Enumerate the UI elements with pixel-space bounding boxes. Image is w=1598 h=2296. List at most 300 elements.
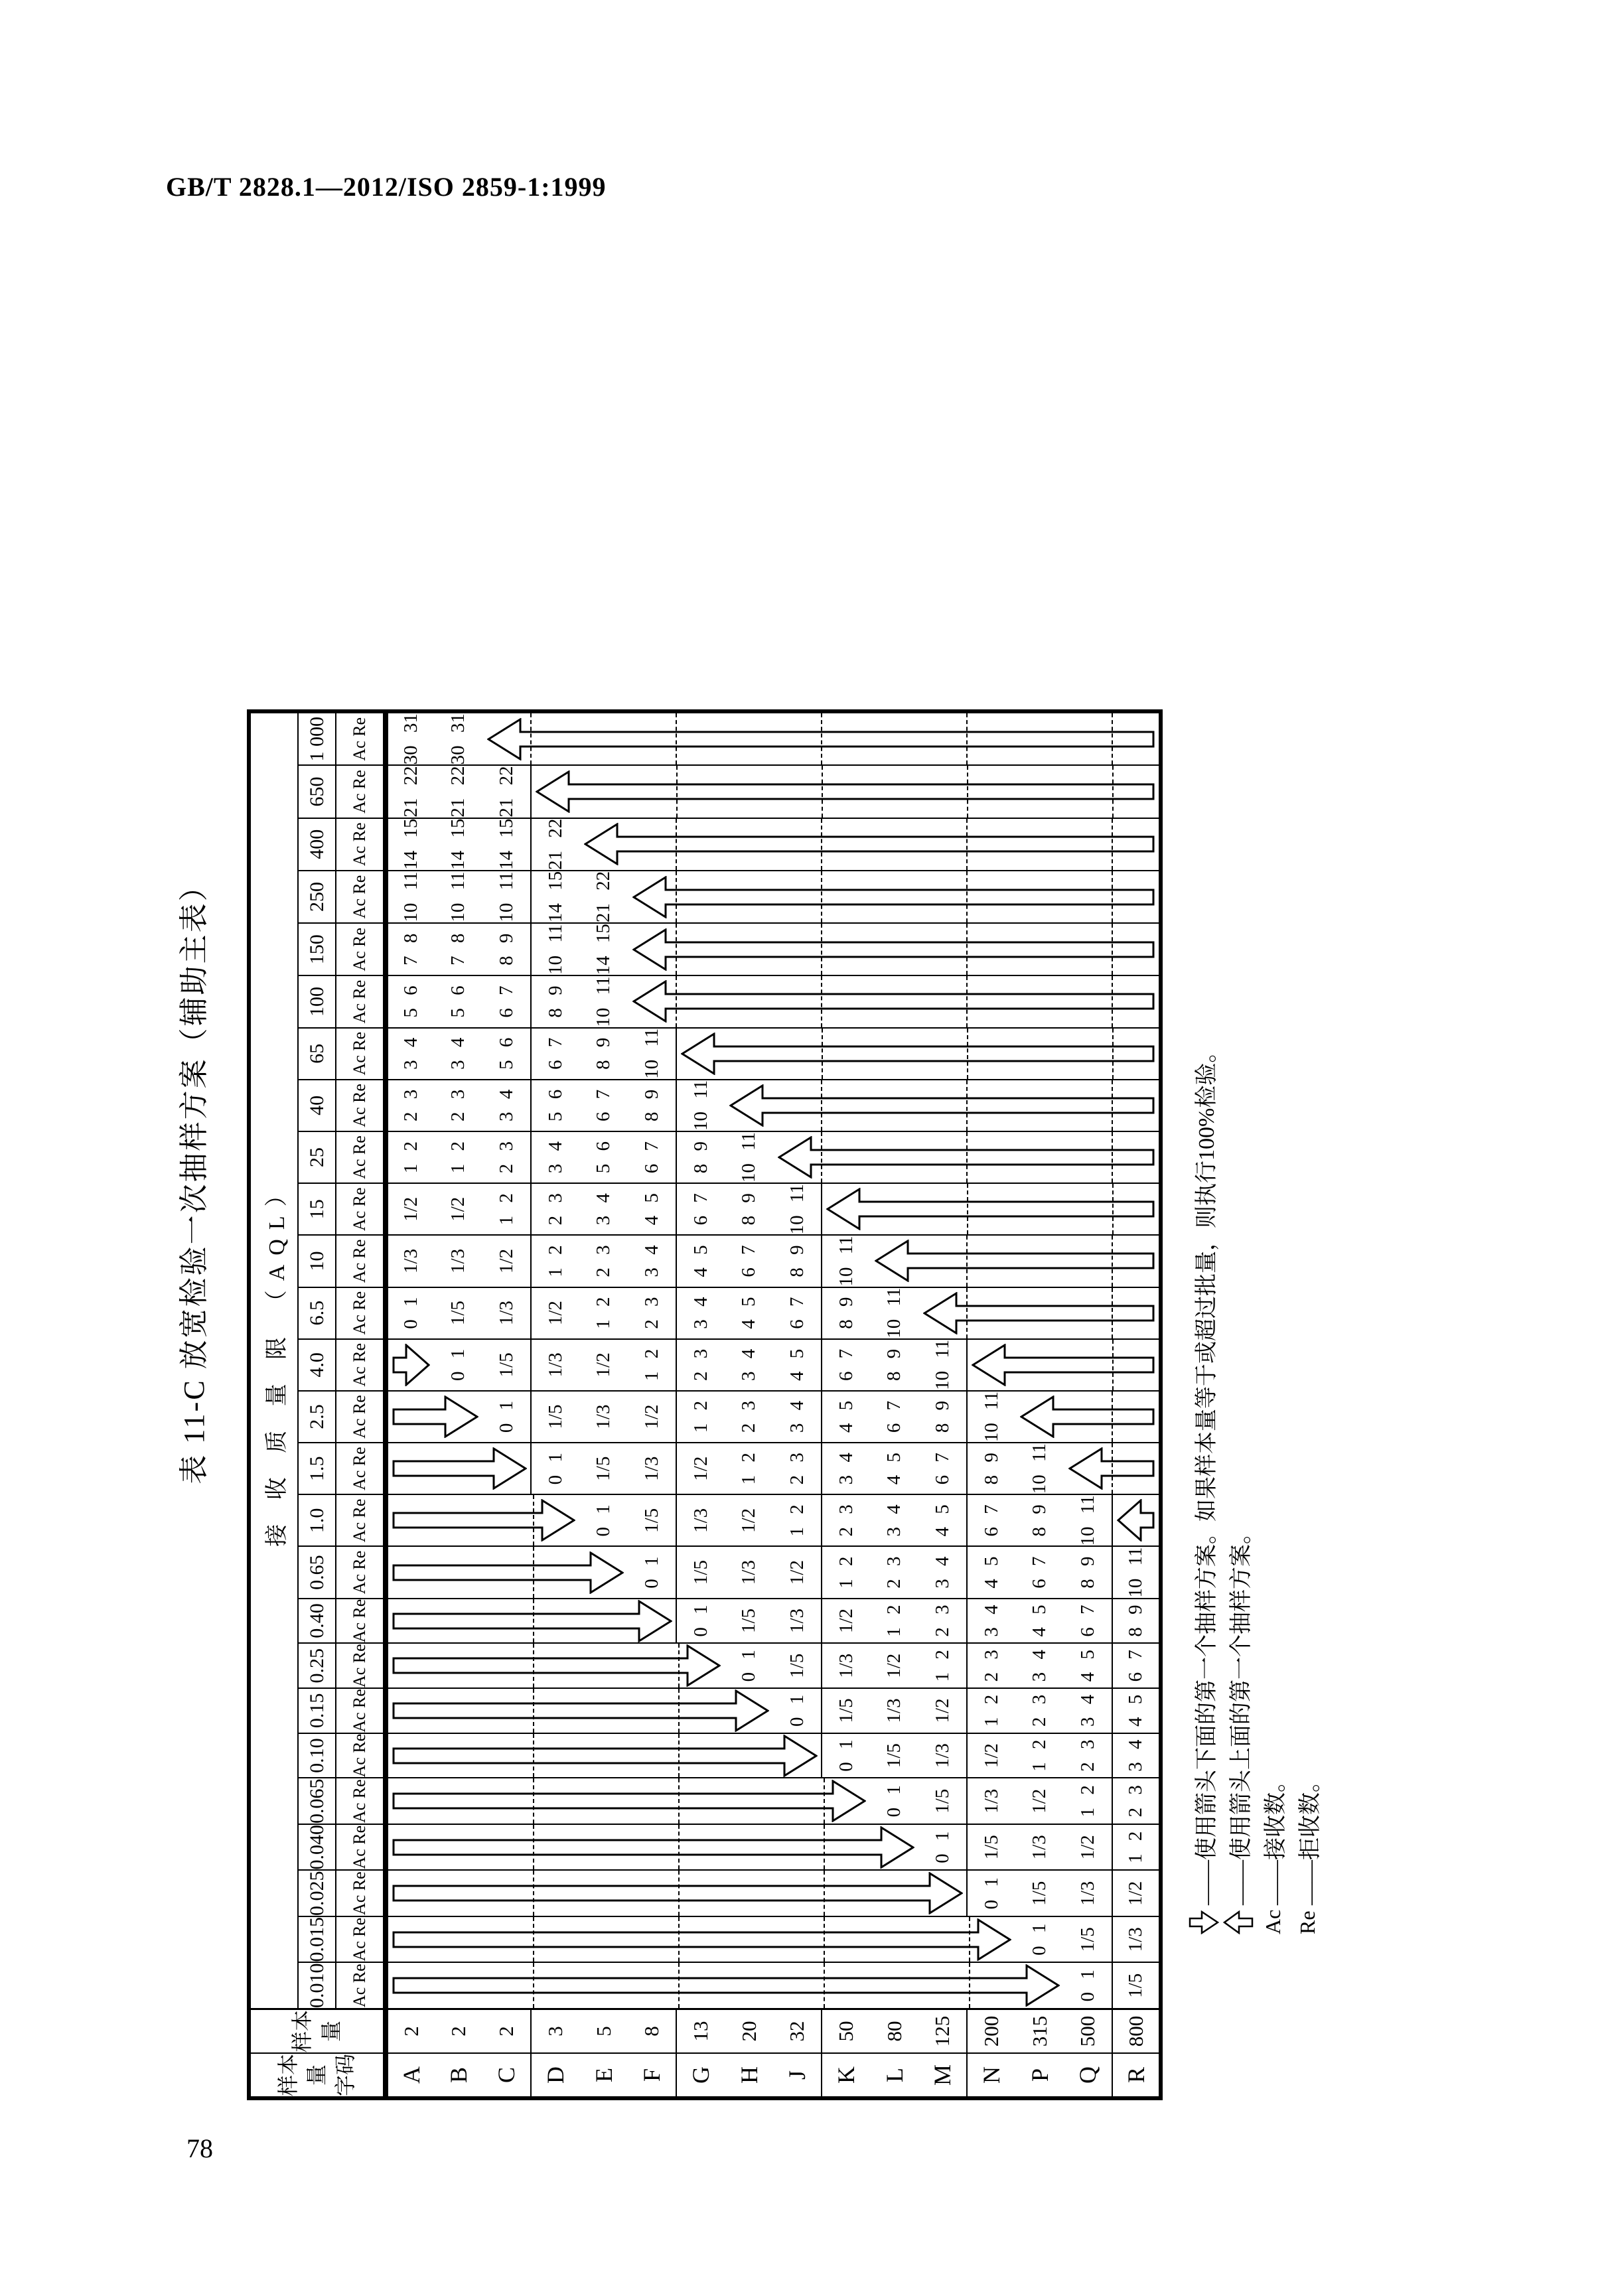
- code-letter-cell: Q: [1064, 2053, 1112, 2098]
- plan-value-cell: 1/3: [1064, 1870, 1112, 1916]
- plan-value-cell: 1/2: [918, 1688, 967, 1733]
- plan-value-cell: 1/3: [482, 1287, 531, 1339]
- plan-value-cell: 3 4: [918, 1546, 967, 1598]
- plan-value-cell: 1/5: [773, 1643, 822, 1688]
- aql-label-cell: 0.010: [298, 1962, 336, 2009]
- plan-value-cell: 1 2: [773, 1494, 822, 1546]
- ac-re-header-cell: Ac Re: [336, 1870, 386, 1916]
- aql-label-cell: 0.65: [298, 1546, 336, 1598]
- plan-value-cell: 5 6: [434, 975, 482, 1027]
- use-plan-above-arrow-icon: [632, 981, 1155, 1023]
- arrow-span-cell: [967, 1339, 1161, 1391]
- plan-value-cell: 0 1: [1064, 1962, 1112, 2009]
- sample-size-cell: 2: [434, 2009, 482, 2053]
- group-divider-dash: [530, 713, 532, 764]
- plan-value-cell: 4 5: [1015, 1599, 1064, 1644]
- arrow-span-cell: [725, 1080, 1161, 1131]
- plan-value-cell: 2 3: [1015, 1688, 1064, 1733]
- plan-value-cell: 3 4: [628, 1235, 676, 1287]
- arrow-span-cell: [386, 1443, 531, 1494]
- plan-value-cell: 10 11: [918, 1339, 967, 1391]
- group-divider-dash: [533, 1689, 534, 1733]
- group-divider-dash: [676, 713, 677, 764]
- plan-value-cell: 1/5: [676, 1546, 725, 1598]
- group-divider-dash: [824, 1825, 825, 1870]
- plan-value-cell: 3 4: [531, 1131, 579, 1183]
- use-plan-above-arrow-icon: [923, 1292, 1155, 1334]
- group-divider-dash: [533, 1917, 534, 1962]
- arrow-span-cell: [386, 1916, 1015, 1963]
- plan-value-cell: 1/3: [434, 1235, 482, 1287]
- group-divider-dash: [533, 1495, 534, 1545]
- arrow-span-cell: [386, 1870, 967, 1916]
- aql-label-cell: 1 000: [298, 711, 336, 765]
- plan-value-cell: 21 22: [386, 765, 434, 818]
- plan-value-cell: 1 2: [822, 1546, 870, 1598]
- aql-label-cell: 4.0: [298, 1339, 336, 1391]
- ac-re-header-cell: Ac Re: [336, 1599, 386, 1644]
- table-title: 表 11-C 放宽检验一次抽样方案（辅助主表）: [178, 870, 210, 1484]
- plan-value-cell: 1 2: [967, 1688, 1015, 1733]
- arrow-span-cell: [386, 1339, 434, 1391]
- plan-value-cell: 8 9: [967, 1443, 1015, 1494]
- code-letter-cell: G: [676, 2053, 725, 2098]
- plan-value-cell: 0 1: [1015, 1916, 1064, 1963]
- arrow-span-cell: [628, 923, 1161, 975]
- group-divider-dash: [967, 1029, 968, 1079]
- plan-value-cell: 3 4: [579, 1183, 628, 1235]
- sample-size-cell: 8: [628, 2009, 676, 2053]
- plan-value-cell: 4 5: [822, 1391, 870, 1443]
- plan-value-cell: 1 2: [1015, 1733, 1064, 1778]
- corner-header-code-letter: 样本 量 字码: [249, 2053, 386, 2098]
- plan-value-cell: 0 1: [870, 1778, 918, 1824]
- plan-value-cell: 1/3: [967, 1778, 1015, 1824]
- plan-value-cell: 10 11: [434, 871, 482, 923]
- ac-re-header-cell: Ac Re: [336, 711, 386, 765]
- plan-value-cell: 8 9: [773, 1235, 822, 1287]
- plan-value-cell: 7 8: [434, 923, 482, 975]
- plan-value-cell: 3 4: [434, 1028, 482, 1080]
- plan-value-cell: 6 7: [1015, 1546, 1064, 1598]
- plan-value-cell: 2 3: [870, 1546, 918, 1598]
- aql-label-cell: 1.5: [298, 1443, 336, 1494]
- use-plan-below-arrow-icon: [392, 1964, 1060, 2007]
- plan-value-cell: 8 9: [579, 1028, 628, 1080]
- arrow-span-cell: [386, 1643, 725, 1688]
- use-plan-below-arrow-icon: [392, 1826, 914, 1869]
- sampling-plan-table: [247, 709, 1163, 2100]
- plan-value-cell: 6 7: [870, 1391, 918, 1443]
- plan-value-cell: 1/5: [1112, 1962, 1161, 2009]
- group-divider-dash: [821, 713, 822, 764]
- plan-value-cell: 1/5: [482, 1339, 531, 1391]
- use-plan-above-arrow-icon: [584, 823, 1155, 865]
- plan-value-cell: 6 7: [725, 1235, 773, 1287]
- ac-re-header-cell: Ac Re: [336, 1287, 386, 1339]
- legend-symbol: Ac: [1260, 1909, 1285, 1934]
- plan-value-cell: 1/3: [1015, 1824, 1064, 1871]
- plan-value-cell: 3 4: [967, 1599, 1015, 1644]
- plan-value-cell: 6 7: [628, 1131, 676, 1183]
- arrow-span-cell: [918, 1287, 1161, 1339]
- plan-value-cell: 0 1: [531, 1443, 579, 1494]
- plan-value-cell: 2 3: [967, 1643, 1015, 1688]
- arrow-span-cell: [870, 1235, 1161, 1287]
- group-divider-dash: [966, 713, 968, 764]
- legend-symbol: [1189, 1905, 1219, 1934]
- group-divider-dash: [822, 1029, 823, 1079]
- code-letter-cell: A: [386, 2053, 434, 2098]
- use-plan-above-arrow-icon: [972, 1344, 1155, 1386]
- plan-value-cell: 1/2: [1064, 1824, 1112, 1871]
- plan-value-cell: 1 2: [628, 1339, 676, 1391]
- ac-re-header-cell: Ac Re: [336, 1916, 386, 1963]
- group-divider-dash: [533, 1547, 534, 1597]
- group-divider-dash: [821, 924, 822, 975]
- use-plan-above-arrow-icon: [632, 876, 1155, 918]
- plan-value-cell: 1 2: [725, 1443, 773, 1494]
- standard-number-header: GB/T 2828.1—2012/ISO 2859-1:1999: [166, 172, 607, 202]
- plan-value-cell: 10 11: [870, 1287, 918, 1339]
- group-divider-dash: [678, 1825, 680, 1870]
- plan-value-cell: 8 9: [1064, 1546, 1112, 1598]
- plan-value-cell: 0 1: [676, 1599, 725, 1644]
- use-plan-below-arrow-icon: [392, 1600, 672, 1642]
- group-divider-dash: [969, 1963, 970, 2008]
- aql-band-header: 接 收 质 量 限 （AQL）: [249, 711, 298, 2009]
- plan-value-cell: 0 1: [967, 1870, 1015, 1916]
- ac-re-header-cell: Ac Re: [336, 1962, 386, 2009]
- plan-value-cell: 10 11: [531, 923, 579, 975]
- arrow-span-cell: [822, 1183, 1161, 1235]
- plan-value-cell: 4 5: [676, 1235, 725, 1287]
- arrow-span-cell: [386, 1546, 628, 1598]
- plan-value-cell: 8 9: [482, 923, 531, 975]
- plan-value-cell: 14 15: [434, 818, 482, 871]
- code-letter-cell: C: [482, 2053, 531, 2098]
- group-divider-dash: [1112, 1080, 1113, 1131]
- legend-text: ——拒收数。: [1297, 1770, 1323, 1905]
- code-letter-cell: F: [628, 2053, 676, 2098]
- plan-value-cell: 1/2: [434, 1183, 482, 1235]
- plan-value-cell: 6 7: [1064, 1599, 1112, 1644]
- use-plan-above-arrow-icon: [536, 770, 1155, 813]
- aql-label-cell: 150: [298, 923, 336, 975]
- code-letter-cell: N: [967, 2053, 1015, 2098]
- aql-label-cell: 10: [298, 1235, 336, 1287]
- plan-value-cell: 1/5: [579, 1443, 628, 1494]
- sample-size-cell: 315: [1015, 2009, 1064, 2053]
- ac-re-header-cell: Ac Re: [336, 1235, 386, 1287]
- plan-value-cell: 14 15: [482, 818, 531, 871]
- aql-label-cell: 0.15: [298, 1688, 336, 1733]
- aql-label-cell: 0.065: [298, 1778, 336, 1824]
- plan-value-cell: 14 15: [579, 923, 628, 975]
- group-divider-dash: [533, 1599, 534, 1643]
- sample-size-cell: 5: [579, 2009, 628, 2053]
- arrow-span-cell: [482, 711, 1161, 765]
- plan-value-cell: 2 3: [822, 1494, 870, 1546]
- plan-value-cell: 10 11: [676, 1080, 725, 1131]
- group-divider-dash: [1112, 1288, 1113, 1338]
- plan-value-cell: 8 9: [918, 1391, 967, 1443]
- group-divider-dash: [678, 1917, 680, 1962]
- group-divider-dash: [1112, 766, 1114, 817]
- ac-re-header-cell: Ac Re: [336, 1443, 386, 1494]
- plan-value-cell: 10 11: [822, 1235, 870, 1287]
- plan-value-cell: 6 7: [579, 1080, 628, 1131]
- group-divider-dash: [821, 1080, 822, 1131]
- page-number: 78: [186, 2133, 213, 2163]
- sample-size-cell: 800: [1112, 2009, 1161, 2053]
- aql-label-cell: 0.10: [298, 1733, 336, 1778]
- aql-label-cell: 2.5: [298, 1391, 336, 1443]
- ac-re-header-cell: Ac Re: [336, 871, 386, 923]
- ac-re-header-cell: Ac Re: [336, 818, 386, 871]
- group-divider-dash: [678, 1778, 680, 1824]
- plan-value-cell: 8 9: [1015, 1494, 1064, 1546]
- ac-re-header-cell: Ac Re: [336, 923, 386, 975]
- group-divider-dash: [533, 1871, 534, 1916]
- group-divider-dash: [822, 766, 823, 817]
- plan-value-cell: 1/3: [773, 1599, 822, 1644]
- code-letter-cell: P: [1015, 2053, 1064, 2098]
- plan-value-cell: 6 7: [918, 1443, 967, 1494]
- legend-line-4: [1290, 1040, 1325, 1934]
- group-divider-dash: [533, 1963, 534, 2008]
- plan-value-cell: 8 9: [870, 1339, 918, 1391]
- plan-value-cell: 4 5: [773, 1339, 822, 1391]
- aql-label-cell: 0.015: [298, 1916, 336, 1963]
- plan-value-cell: 0 1: [434, 1339, 482, 1391]
- group-divider-dash: [676, 976, 677, 1027]
- legend-line-3: [1256, 1040, 1290, 1934]
- table-legend: [1187, 1040, 1325, 1934]
- plan-value-cell: 1/3: [628, 1443, 676, 1494]
- plan-value-cell: 4 5: [967, 1546, 1015, 1598]
- ac-re-header-cell: Ac Re: [336, 1778, 386, 1824]
- group-divider-dash: [676, 871, 677, 922]
- group-divider-dash: [821, 871, 822, 922]
- group-divider-dash: [966, 1080, 968, 1131]
- plan-value-cell: 1/5: [870, 1733, 918, 1778]
- plan-value-cell: 21 22: [531, 818, 579, 871]
- sample-size-cell: 50: [822, 2009, 870, 2053]
- plan-value-cell: 2 3: [482, 1131, 531, 1183]
- plan-value-cell: 10 11: [1064, 1494, 1112, 1546]
- plan-value-cell: 1 2: [1064, 1778, 1112, 1824]
- plan-value-cell: 1/5: [1015, 1870, 1064, 1916]
- use-plan-below-arrow-icon: [392, 1644, 721, 1687]
- plan-value-cell: 3 4: [386, 1028, 434, 1080]
- legend-symbol: Re: [1295, 1910, 1319, 1934]
- plan-value-cell: 8 9: [822, 1287, 870, 1339]
- sample-size-cell: 80: [870, 2009, 918, 2053]
- plan-value-cell: 0 1: [482, 1391, 531, 1443]
- sample-size-cell: 20: [725, 2009, 773, 2053]
- plan-value-cell: 1/5: [628, 1494, 676, 1546]
- sampling-table-container: [247, 709, 1163, 2100]
- plan-value-cell: 21 22: [579, 871, 628, 923]
- plan-value-cell: 21 22: [482, 765, 531, 818]
- ac-re-header-cell: Ac Re: [336, 1643, 386, 1688]
- arrow-span-cell: [628, 871, 1161, 923]
- use-plan-below-arrow-icon: [392, 1499, 575, 1542]
- arrow-span-cell: [386, 1599, 676, 1644]
- use-plan-below-arrow-icon: [392, 1551, 624, 1594]
- plan-value-cell: 4 5: [918, 1494, 967, 1546]
- group-divider-dash: [1112, 1443, 1113, 1494]
- plan-value-cell: 1/2: [870, 1643, 918, 1688]
- plan-value-cell: 6 7: [967, 1494, 1015, 1546]
- use-plan-above-arrow-icon: [632, 928, 1155, 971]
- plan-value-cell: 0 1: [579, 1494, 628, 1546]
- plan-value-cell: 1/3: [725, 1546, 773, 1598]
- plan-value-cell: 8 9: [676, 1131, 725, 1183]
- code-letter-cell: R: [1112, 2053, 1161, 2098]
- plan-value-cell: 10 11: [386, 871, 434, 923]
- plan-value-cell: 2 3: [676, 1339, 725, 1391]
- plan-value-cell: 3 4: [725, 1339, 773, 1391]
- down-arrow-icon: [1189, 1910, 1219, 1934]
- plan-value-cell: 8 9: [531, 975, 579, 1027]
- ac-re-header-cell: Ac Re: [336, 1183, 386, 1235]
- aql-label-cell: 650: [298, 765, 336, 818]
- aql-label-cell: 400: [298, 818, 336, 871]
- ac-re-header-cell: Ac Re: [336, 1131, 386, 1183]
- plan-value-cell: 7 8: [386, 923, 434, 975]
- aql-label-cell: 0.025: [298, 1870, 336, 1916]
- plan-value-cell: 1/2: [822, 1599, 870, 1644]
- aql-label-cell: 25: [298, 1131, 336, 1183]
- group-divider-dash: [967, 766, 968, 817]
- plan-value-cell: 1 2: [531, 1235, 579, 1287]
- plan-value-cell: 1/3: [386, 1235, 434, 1287]
- plan-value-cell: 14 15: [531, 871, 579, 923]
- group-divider-dash: [533, 1825, 534, 1870]
- plan-value-cell: 1/3: [918, 1733, 967, 1778]
- group-divider-dash: [1112, 1340, 1114, 1390]
- plan-value-cell: 1/3: [822, 1643, 870, 1688]
- use-plan-below-arrow-icon: [392, 1872, 963, 1914]
- legend-text: ——使用箭头上面的第一个抽样方案。: [1228, 1522, 1254, 1905]
- plan-value-cell: 8 9: [1112, 1599, 1161, 1644]
- plan-value-cell: 5 6: [579, 1131, 628, 1183]
- legend-text: ——使用箭头下面的第一个抽样方案。如果样本量等于或超过批量，则执行100%检验。: [1194, 1040, 1219, 1905]
- ac-re-header-cell: Ac Re: [336, 1339, 386, 1391]
- plan-value-cell: 1/5: [967, 1824, 1015, 1871]
- group-divider-dash: [533, 1734, 534, 1778]
- group-divider-dash: [966, 819, 968, 870]
- group-divider-dash: [821, 819, 822, 870]
- plan-value-cell: 6 7: [482, 975, 531, 1027]
- plan-value-cell: 1/2: [1015, 1778, 1064, 1824]
- arrow-span-cell: [676, 1028, 1161, 1080]
- plan-value-cell: 4 5: [725, 1287, 773, 1339]
- plan-value-cell: 10 11: [628, 1028, 676, 1080]
- plan-value-cell: 1/3: [676, 1494, 725, 1546]
- code-letter-cell: H: [725, 2053, 773, 2098]
- plan-value-cell: 1/2: [579, 1339, 628, 1391]
- group-divider-dash: [1112, 924, 1113, 975]
- plan-value-cell: 1/5: [918, 1778, 967, 1824]
- plan-value-cell: 5 6: [386, 975, 434, 1027]
- arrow-span-cell: [628, 975, 1161, 1027]
- plan-value-cell: 10 11: [773, 1183, 822, 1235]
- use-plan-below-arrow-icon: [392, 1447, 527, 1490]
- group-divider-dash: [1112, 713, 1113, 764]
- group-divider-dash: [966, 1132, 968, 1183]
- group-divider-dash: [1112, 1132, 1113, 1183]
- code-letter-cell: B: [434, 2053, 482, 2098]
- plan-value-cell: 1/5: [1064, 1916, 1112, 1963]
- plan-value-cell: 1/2: [386, 1183, 434, 1235]
- use-plan-above-arrow-icon: [1020, 1396, 1155, 1438]
- plan-value-cell: 1/5: [434, 1287, 482, 1339]
- up-arrow-icon: [1223, 1910, 1254, 1934]
- use-plan-below-arrow-icon: [392, 1689, 769, 1732]
- aql-label-cell: 0.040: [298, 1824, 336, 1871]
- ac-re-header-cell: Ac Re: [336, 975, 386, 1027]
- plan-value-cell: 3 4: [1112, 1733, 1161, 1778]
- group-divider-dash: [1112, 1184, 1114, 1234]
- group-divider-dash: [1112, 1029, 1114, 1079]
- plan-value-cell: 1 2: [676, 1391, 725, 1443]
- code-letter-cell: L: [870, 2053, 918, 2098]
- plan-value-cell: 0 1: [918, 1824, 967, 1871]
- plan-value-cell: 1 2: [434, 1131, 482, 1183]
- group-divider-dash: [678, 1644, 680, 1687]
- plan-value-cell: 0 1: [725, 1643, 773, 1688]
- plan-value-cell: 1 2: [579, 1287, 628, 1339]
- sample-size-cell: 200: [967, 2009, 1015, 2053]
- group-divider-dash: [1112, 819, 1113, 870]
- plan-value-cell: 1/2: [628, 1391, 676, 1443]
- ac-re-header-cell: Ac Re: [336, 1546, 386, 1598]
- sample-size-cell: 13: [676, 2009, 725, 2053]
- use-plan-below-arrow-icon: [392, 1780, 866, 1822]
- group-divider-dash: [966, 1236, 968, 1286]
- code-letter-cell: K: [822, 2053, 870, 2098]
- plan-value-cell: 0 1: [386, 1287, 434, 1339]
- plan-value-cell: 2 3: [1112, 1778, 1161, 1824]
- plan-value-cell: 30 31: [386, 711, 434, 765]
- group-divider-dash: [1112, 976, 1113, 1027]
- group-divider-dash: [824, 1963, 825, 2008]
- sample-size-cell: 2: [482, 2009, 531, 2053]
- plan-value-cell: 3 4: [676, 1287, 725, 1339]
- plan-value-cell: 1/3: [1112, 1916, 1161, 1963]
- ac-re-header-cell: Ac Re: [336, 1824, 386, 1871]
- group-divider-dash: [678, 1689, 680, 1733]
- plan-value-cell: 5 6: [482, 1028, 531, 1080]
- ac-re-header-cell: Ac Re: [336, 1688, 386, 1733]
- plan-value-cell: 1/2: [773, 1546, 822, 1598]
- use-plan-above-arrow-icon: [729, 1084, 1155, 1127]
- legend-line-2: [1221, 1040, 1256, 1934]
- group-divider-dash: [1112, 1392, 1113, 1442]
- arrow-span-cell: [386, 1778, 870, 1824]
- plan-value-cell: 6 7: [1112, 1643, 1161, 1688]
- plan-value-cell: 21 22: [434, 765, 482, 818]
- plan-value-cell: 1/2: [531, 1287, 579, 1339]
- rotated-table-block: [166, 254, 1360, 2100]
- plan-value-cell: 10 11: [1015, 1443, 1064, 1494]
- use-plan-below-arrow-icon: [392, 1735, 818, 1777]
- plan-value-cell: 3 4: [1064, 1688, 1112, 1733]
- group-divider-dash: [966, 976, 968, 1027]
